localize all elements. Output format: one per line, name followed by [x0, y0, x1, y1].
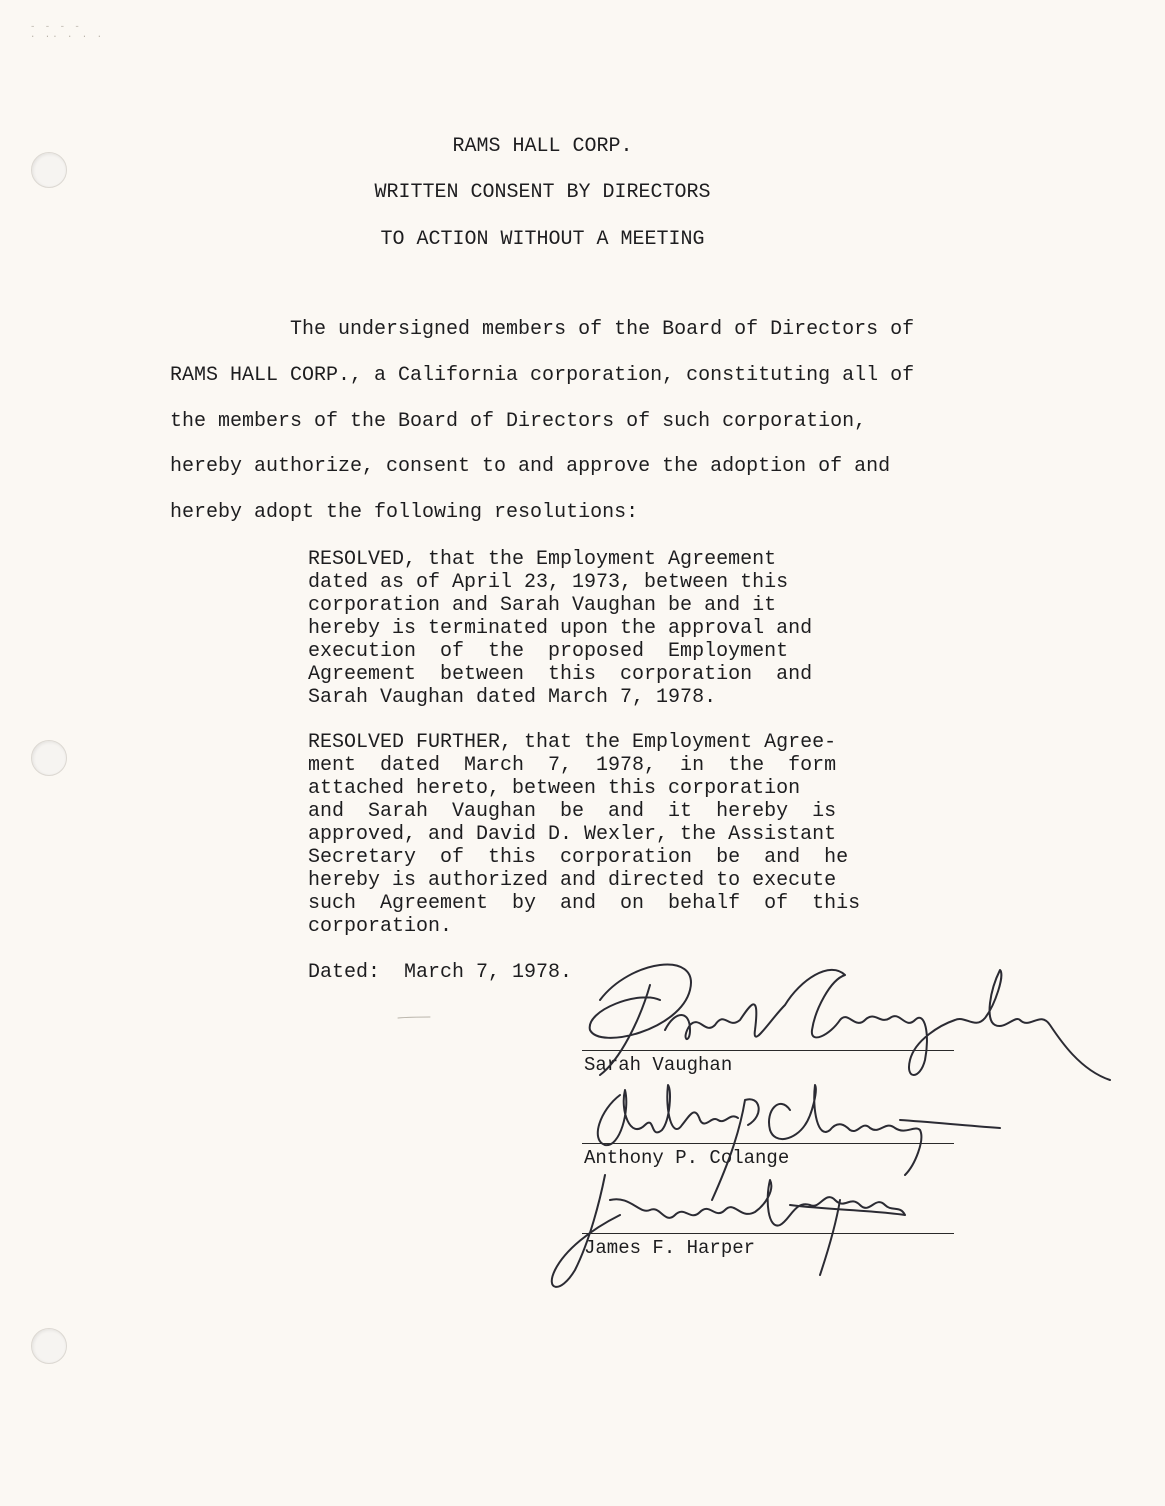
resolution-1-line: Agreement between this corporation and — [308, 663, 813, 686]
dated-line: Dated: March 7, 1978. — [308, 961, 573, 984]
resolution-1-line: execution of the proposed Employment — [308, 640, 789, 663]
signature-rule-1 — [582, 1050, 954, 1051]
resolution-2-line: Secretary of this corporation be and he — [308, 846, 849, 869]
resolution-2-line: ment dated March 7, 1978, in the form — [308, 754, 837, 777]
resolution-2-line: and Sarah Vaughan be and it hereby is — [308, 800, 837, 823]
resolution-1-line: RESOLVED, that the Employment Agreement — [308, 548, 777, 571]
signatory-name: Sarah Vaughan — [584, 1054, 733, 1076]
company-name: RAMS HALL CORP. — [452, 135, 633, 158]
intro-line: the members of the Board of Directors of such corporation, — [170, 410, 867, 433]
document-title: WRITTEN CONSENT BY DIRECTORS — [374, 181, 711, 204]
intro-line: hereby authorize, consent to and approve the adoption of and — [170, 455, 891, 478]
signature-rule-2 — [582, 1143, 954, 1144]
resolution-1-line: Sarah Vaughan dated March 7, 1978. — [308, 686, 717, 709]
paper-speck: - - - - · ·· · · · — [30, 22, 105, 42]
resolution-1-line: dated as of April 23, 1973, between this — [308, 571, 789, 594]
intro-line: RAMS HALL CORP., a California corporation, constituting all of — [170, 364, 915, 387]
signature-rule-3 — [582, 1233, 954, 1234]
intro-line: The undersigned members of the Board of Directors of — [170, 318, 915, 341]
resolution-1-line: hereby is terminated upon the approval and — [308, 617, 813, 640]
signature-james-harper — [552, 1175, 905, 1287]
document-subtitle: TO ACTION WITHOUT A MEETING — [380, 228, 705, 251]
resolution-2-line: approved, and David D. Wexler, the Assistant — [308, 823, 837, 846]
resolution-2-line: such Agreement by and on behalf of this — [308, 892, 861, 915]
intro-line: hereby adopt the following resolutions: — [170, 501, 639, 524]
resolution-2-line: attached hereto, between this corporation — [308, 777, 801, 800]
signatory-name: James F. Harper — [584, 1237, 756, 1259]
resolution-1-line: corporation and Sarah Vaughan be and it — [308, 594, 777, 617]
resolution-2-line: hereby is authorized and directed to execute — [308, 869, 837, 892]
resolution-2-line: RESOLVED FURTHER, that the Employment Agree- — [308, 731, 837, 754]
punch-hole-bottom — [31, 1328, 67, 1364]
punch-hole-middle — [31, 740, 67, 776]
resolution-2-line: corporation. — [308, 915, 453, 938]
signatory-name: Anthony P. Colange — [584, 1147, 790, 1169]
